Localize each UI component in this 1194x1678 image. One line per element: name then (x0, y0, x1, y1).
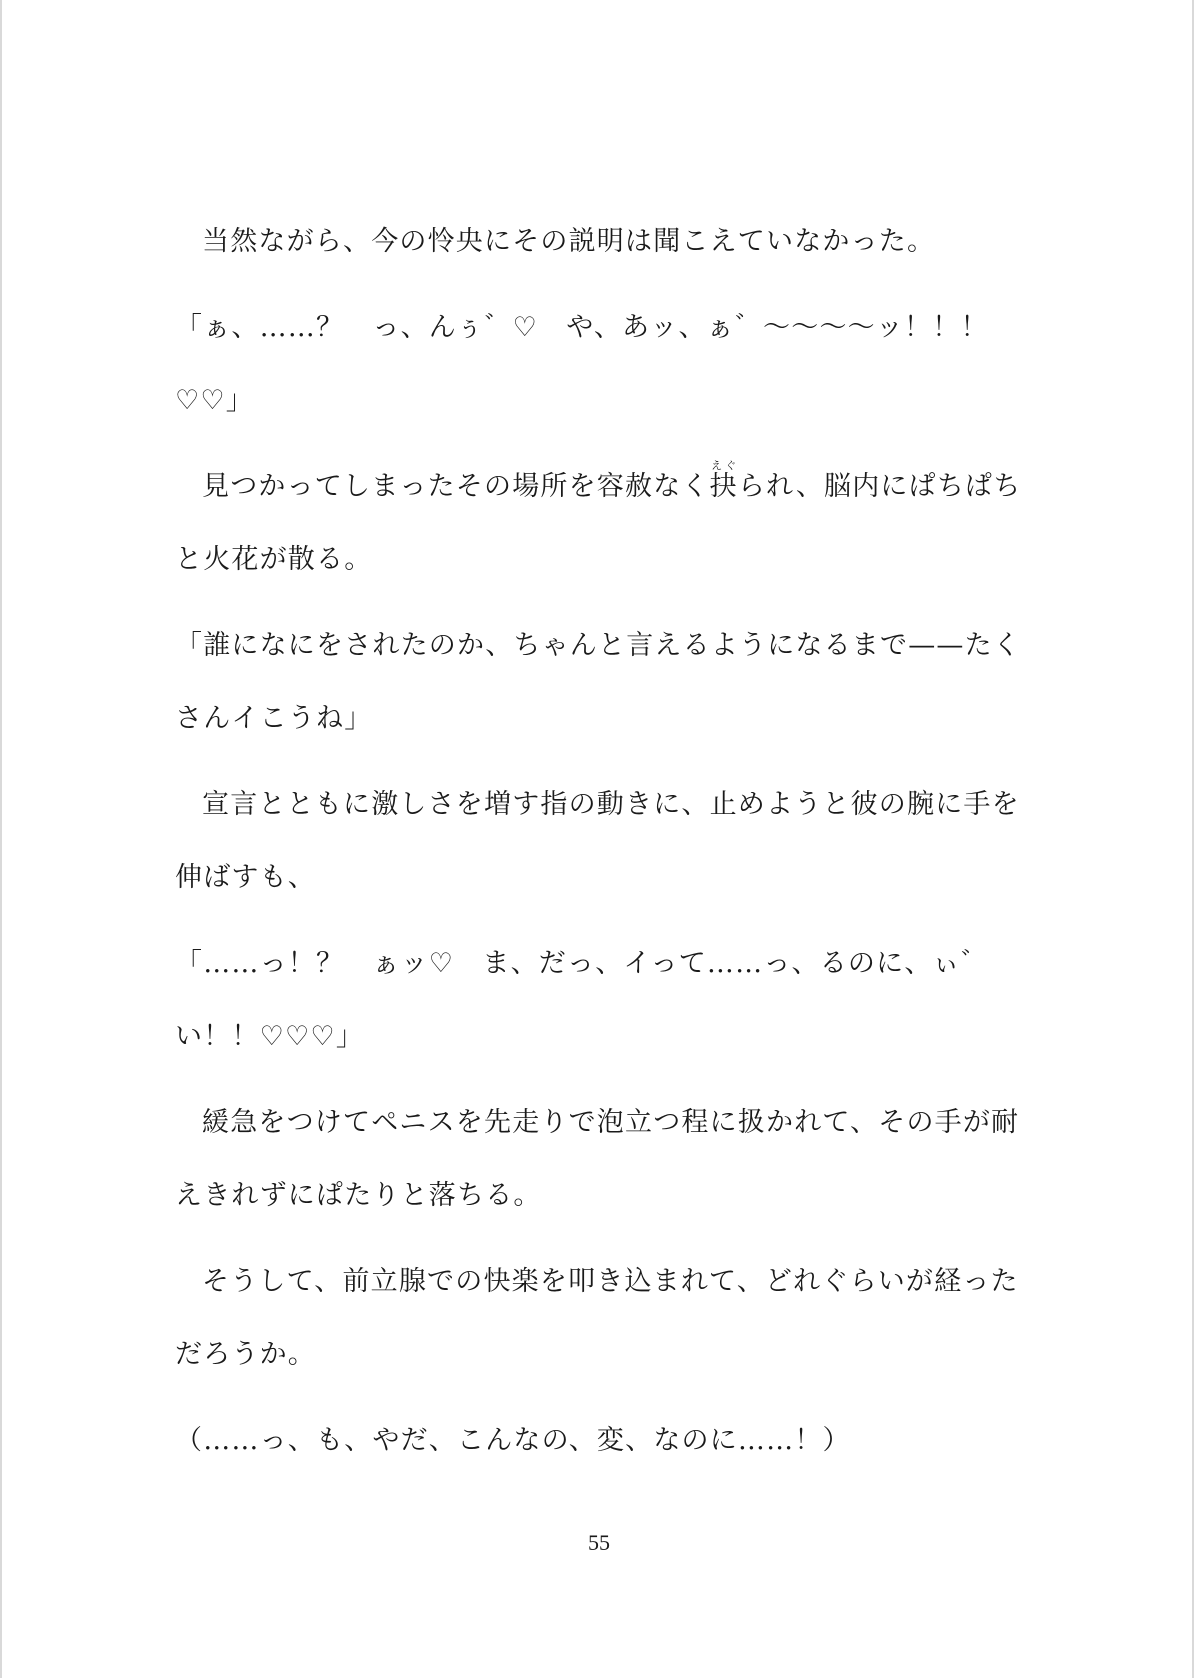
dialogue-2: 「誰になにをされたのか、ちゃんと言えるようになるまで——たくさんイこうね」 (175, 630, 1021, 734)
paragraph-2 (175, 450, 1035, 596)
paragraph-2-after: られ、脳内にぱちぱちと火花が散る。 (175, 471, 1022, 575)
page-number: 55 (588, 1530, 610, 1555)
body-text (175, 205, 1035, 1490)
paragraph-2-before: 見つかってしまったその場所を容赦なく (202, 471, 710, 502)
paragraph-4: 緩急をつけてペニスを先走りで泡立つ程に扱かれて、その手が耐えきれずにぱたりと落ちる。 (175, 1107, 1020, 1211)
paragraph-1: 当然ながら、今の怜央にその説明は聞こえていなかった。 (202, 226, 936, 257)
paragraph-3: 宣言とともに激しさを増す指の動きに、止めようと彼の腕に手を伸ばすも、 (175, 789, 1020, 893)
paragraph-5: そうして、前立腺での快楽を叩き込まれて、どれぐらいが経っただろうか。 (175, 1266, 1019, 1370)
dialogue-3: 「……っ！？ ぁッ♡ ま、だっ、イって……っ、るのに、ぃ゛い！！♡♡♡」 (175, 948, 989, 1052)
dialogue-1: 「ぁ、……？ っ、んぅ゛♡ や、あッ、ぁ゛〜〜〜〜ッ！！！♡♡」 (175, 312, 989, 416)
ruby-annotation (709, 459, 738, 502)
ruby-reading: えぐ (709, 459, 738, 472)
ruby-base: 抉 (709, 471, 738, 502)
inner-thought: （……っ、も、やだ、こんなの、変、なのに……！） (175, 1425, 851, 1456)
